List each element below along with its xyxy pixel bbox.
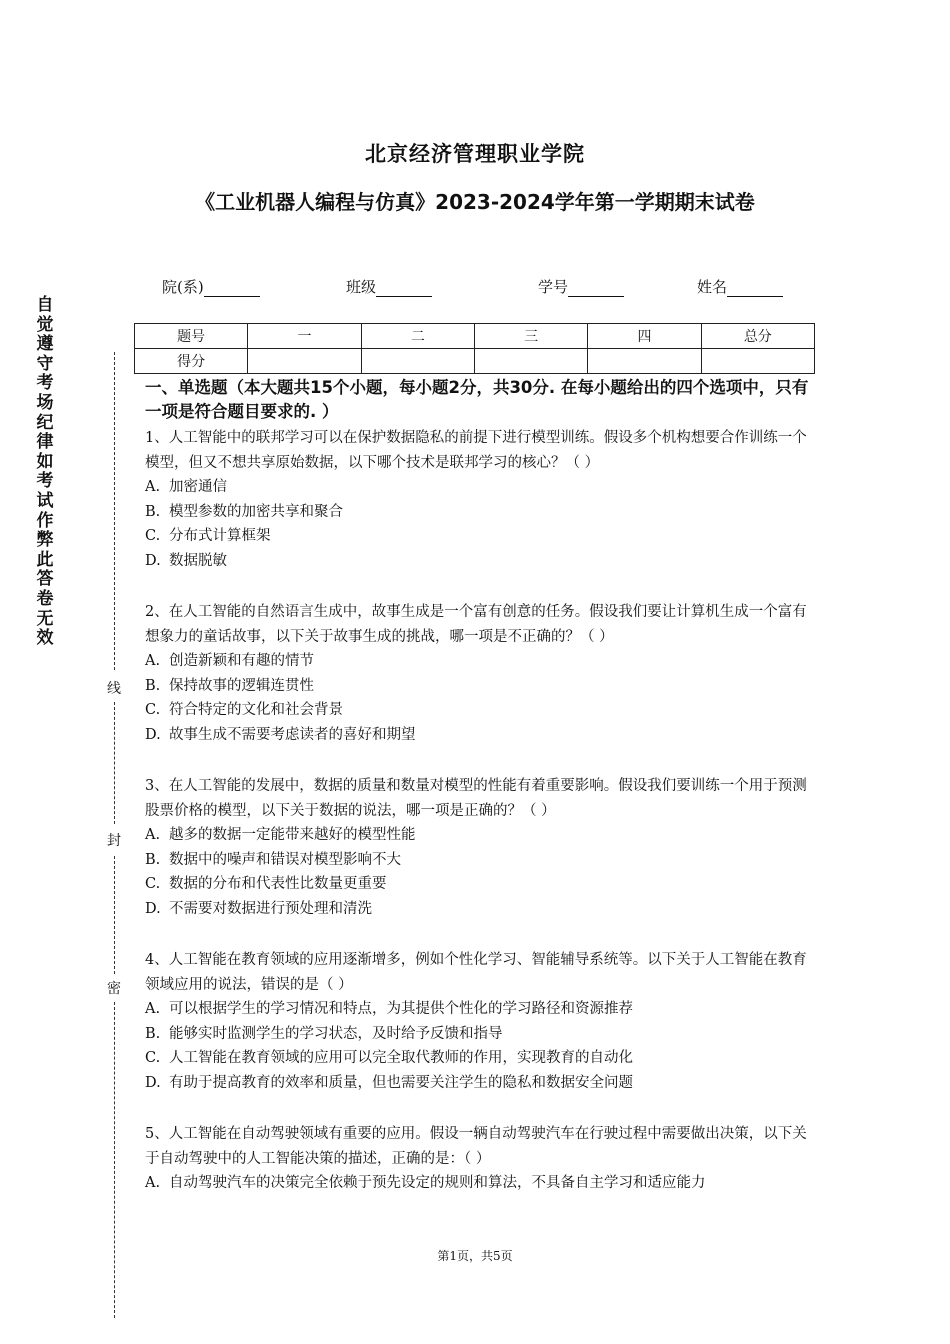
warning-char: 纪 (36, 412, 54, 433)
score-input-cell (248, 349, 361, 374)
option-c: C. 数据的分布和代表性比数量更重要 (145, 876, 387, 892)
question-2 (145, 600, 813, 747)
warning-char: 无 (36, 608, 54, 629)
exam-discipline-warning (34, 296, 56, 649)
student-id-blank (568, 282, 624, 297)
warning-char: 觉 (36, 314, 54, 335)
warning-char: 守 (36, 353, 54, 374)
warning-char: 此 (36, 549, 54, 570)
question-stem: 1、人工智能中的联邦学习可以在保护数据隐私的前提下进行模型训练。假设多个机构想要合作训练一个模型，但又不想共享原始数据，以下哪个技术是联邦学习的核心？（ ） (145, 430, 807, 471)
option-a: A. 创造新颖和有趣的情节 (145, 653, 314, 669)
class-blank (376, 282, 432, 297)
score-input-cell (701, 349, 814, 374)
warning-char: 自 (36, 295, 54, 315)
warning-char: 场 (36, 392, 54, 413)
option-d: D. 故事生成不需要考虑读者的喜好和期望 (145, 726, 416, 743)
binding-dashed-line (114, 1002, 115, 1318)
binding-mark-secret: 密 (107, 978, 121, 998)
score-table-cell: 得分 (135, 349, 248, 374)
score-input-cell (361, 349, 474, 374)
option-b: B. 数据中的噪声和错误对模型影响不大 (145, 851, 401, 868)
warning-char: 律 (36, 432, 54, 453)
score-input-cell (474, 349, 587, 374)
warning-char: 作 (36, 510, 54, 531)
warning-char: 考 (36, 471, 54, 492)
question-stem: 5、人工智能在自动驾驶领域有重要的应用。假设一辆自动驾驶汽车在行驶过程中需要做出决策，以下关于自动驾驶中的人工智能决策的描述，正确的是：（ ） (145, 1126, 807, 1167)
question-5 (145, 1122, 813, 1196)
score-table-cell: 题号 (135, 324, 248, 349)
question-stem: 4、人工智能在教育领域的应用逐渐增多，例如个性化学习、智能辅导系统等。以下关于人工智能在教育领域应用的说法，错误的是（ ） (145, 952, 807, 993)
question-stem: 2、在人工智能的自然语言生成中，故事生成是一个富有创意的任务。假设我们要让计算机生成一个富有想象力的童话故事，以下关于故事生成的挑战，哪一项是不正确的？（ ） (145, 604, 807, 645)
option-b: B. 模型参数的加密共享和聚合 (145, 503, 343, 520)
binding-dashed-line (114, 702, 115, 824)
question-stem: 3、在人工智能的发展中，数据的质量和数量对模型的性能有着重要影响。假设我们要训练一个用于预测股票价格的模型，以下关于数据的说法，哪一项是正确的？（ ） (145, 778, 807, 819)
name-blank (727, 282, 783, 297)
department-blank (204, 282, 260, 297)
option-b: B. 能够实时监测学生的学习状态，及时给予反馈和指导 (145, 1025, 503, 1042)
option-a: A. 自动驾驶汽车的决策完全依赖于预先设定的规则和算法，不具备自主学习和适应能力 (145, 1175, 706, 1191)
exam-title: 《工业机器人编程与仿真》2023-2024学年第一学期期末试卷 (195, 190, 755, 214)
warning-char: 效 (36, 628, 54, 649)
warning-char: 卷 (36, 588, 54, 609)
page-number: 第1页，共5页 (437, 1249, 513, 1263)
score-table-cell: 一 (248, 324, 361, 349)
option-d: D. 数据脱敏 (145, 552, 227, 569)
score-table-cell: 三 (474, 324, 587, 349)
name-label: 姓名 (697, 278, 728, 296)
class-label: 班级 (346, 278, 377, 296)
option-d: D. 不需要对数据进行预处理和清洗 (145, 900, 372, 917)
question-3 (145, 774, 813, 921)
option-c: C. 符合特定的文化和社会背景 (145, 702, 343, 718)
warning-char: 考 (36, 373, 54, 394)
question-4 (145, 948, 813, 1095)
score-table-score-row (135, 349, 815, 374)
option-a: A. 加密通信 (145, 479, 227, 495)
warning-char: 如 (36, 451, 54, 472)
school-title: 北京经济管理职业学院 (365, 142, 585, 166)
question-1 (145, 426, 813, 573)
option-a: A. 可以根据学生的学习情况和特点，为其提供个性化的学习路径和资源推荐 (145, 1001, 633, 1017)
warning-char: 试 (36, 490, 54, 511)
department-label: 院(系) (162, 278, 204, 296)
department-field (162, 276, 260, 297)
score-table-cell: 二 (361, 324, 474, 349)
warning-char: 遵 (36, 334, 54, 355)
student-id-field (538, 276, 624, 297)
option-c: C. 分布式计算框架 (145, 528, 271, 544)
binding-mark-seal: 封 (107, 830, 121, 850)
warning-char: 弊 (36, 530, 54, 551)
score-input-cell (588, 349, 701, 374)
score-table-cell: 四 (588, 324, 701, 349)
warning-char: 答 (36, 569, 54, 590)
option-a: A. 越多的数据一定能带来越好的模型性能 (145, 827, 416, 843)
name-field (697, 276, 783, 297)
option-d: D. 有助于提高教育的效率和质量，但也需要关注学生的隐私和数据安全问题 (145, 1074, 633, 1091)
option-b: B. 保持故事的逻辑连贯性 (145, 677, 314, 694)
score-table-header-row (135, 324, 815, 349)
score-table (134, 323, 815, 374)
binding-mark-line: 线 (107, 678, 121, 698)
score-table-cell: 总分 (701, 324, 814, 349)
option-c: C. 人工智能在教育领域的应用可以完全取代教师的作用，实现教育的自动化 (145, 1050, 633, 1066)
binding-dashed-line (114, 352, 115, 670)
binding-dashed-line (114, 856, 115, 974)
class-field (346, 276, 432, 297)
section-1-title: 一、单选题（本大题共15个小题，每小题2分，共30分. 在每小题给出的四个选项中，只有一项是符合题目要求的. ） (145, 378, 809, 421)
student-id-label: 学号 (538, 278, 569, 296)
